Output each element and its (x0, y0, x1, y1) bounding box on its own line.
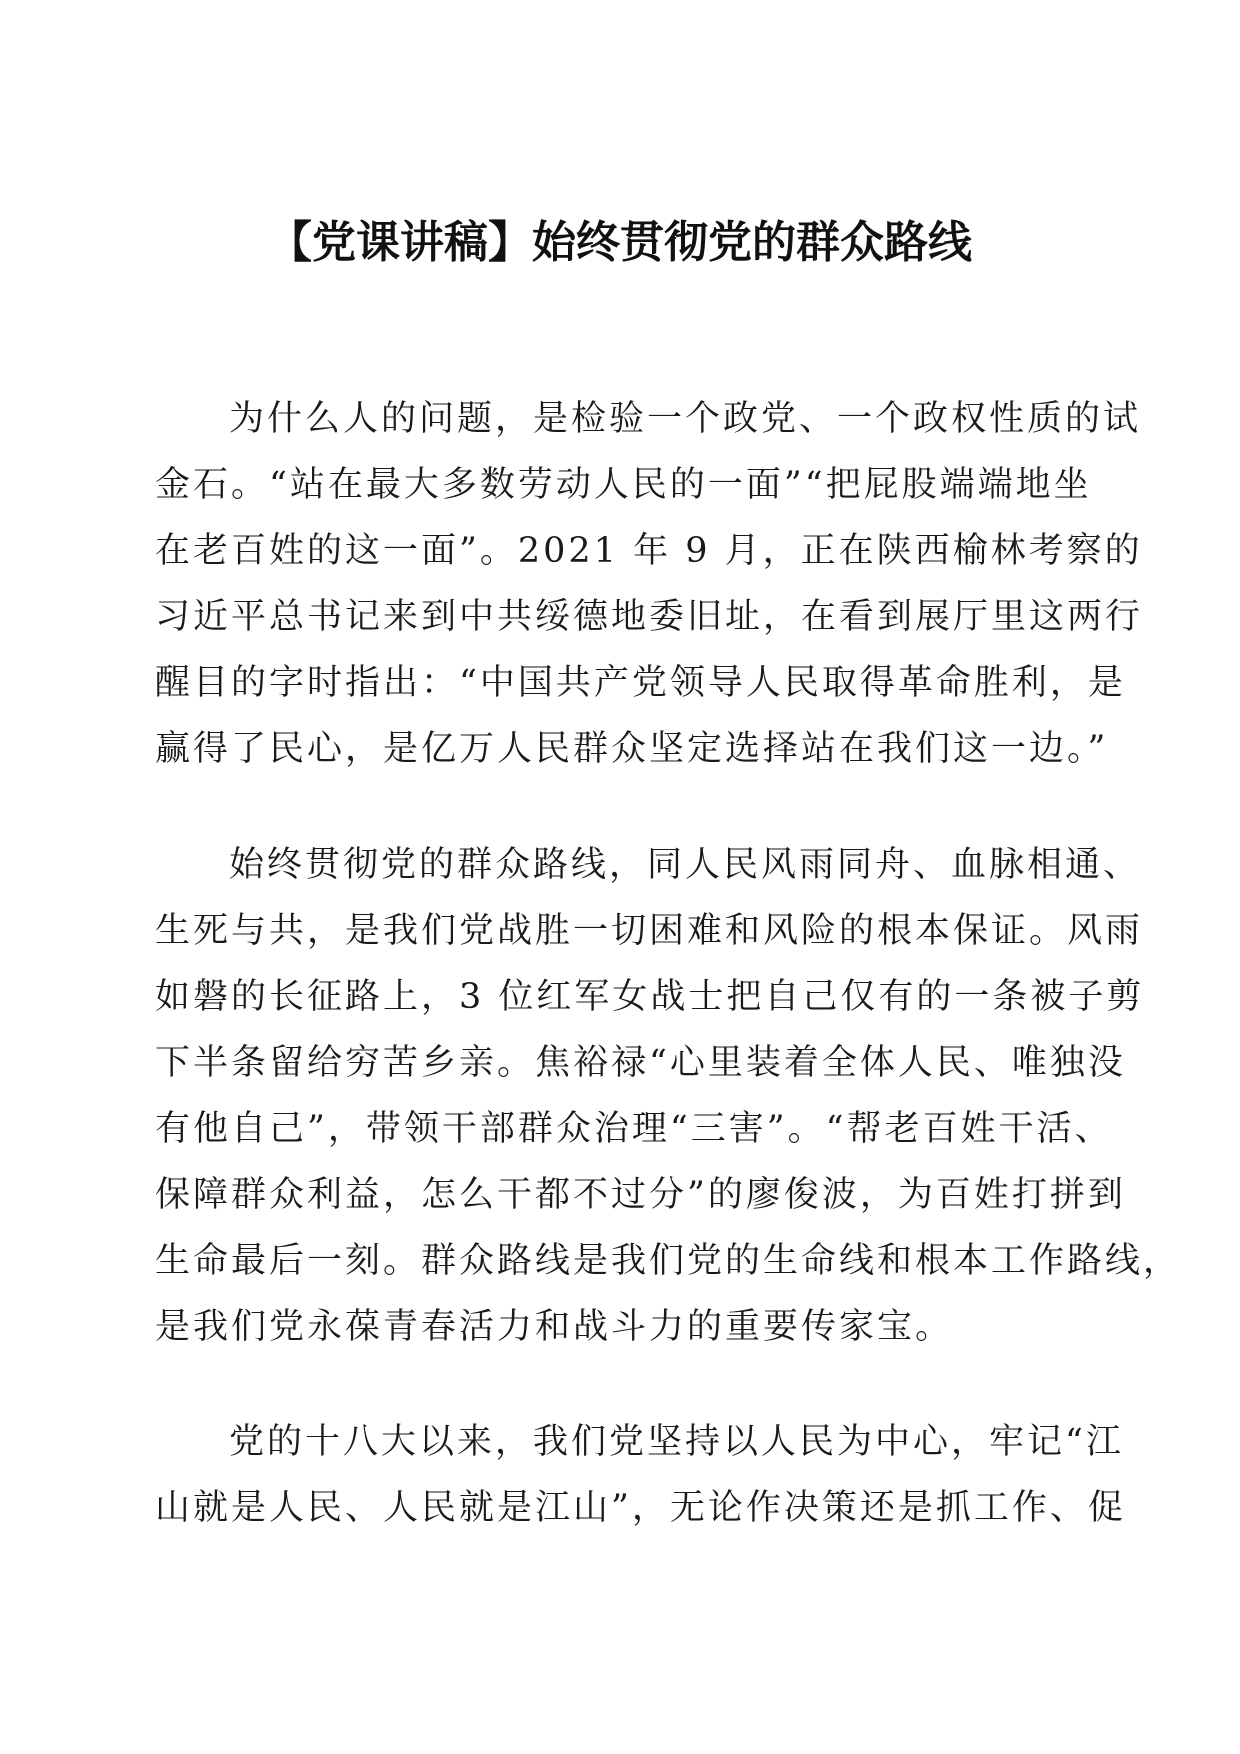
paragraph-line: 下半条留给穷苦乡亲。焦裕禄“心里装着全体人民、唯独没 (155, 1043, 1126, 1083)
paragraph-line: 始终贯彻党的群众路线，同人民风雨同舟、血脉相通、 (229, 845, 1142, 885)
paragraph-line: 醒目的字时指出：“中国共产党领导人民取得革命胜利，是 (155, 663, 1126, 703)
paragraph-line: 生命最后一刻。群众路线是我们党的生命线和根本工作路线， (155, 1241, 1182, 1281)
paragraph-line: 生死与共，是我们党战胜一切困难和风险的根本保证。风雨 (155, 911, 1144, 951)
paragraph-line: 有他自己”，带领干部群众治理“三害”。“帮老百姓干活、 (155, 1109, 1113, 1149)
document-title: 【党课讲稿】始终贯彻党的群众路线 (268, 217, 972, 268)
paragraph-line: 保障群众利益，怎么干都不过分”的廖俊波，为百姓打拼到 (155, 1175, 1126, 1215)
paragraph-line: 为什么人的问题，是检验一个政党、一个政权性质的试 (229, 399, 1142, 439)
paragraph-line: 在老百姓的这一面”。2021 年 9 月，正在陕西榆林考察的 (155, 531, 1143, 571)
paragraph-3 (155, 1409, 1126, 1541)
paragraph-line: 习近平总书记来到中共绥德地委旧址，在看到展厅里这两行 (155, 597, 1144, 637)
paragraph-line: 赢得了民心，是亿万人民群众坚定选择站在我们这一边。” (155, 729, 1109, 769)
paragraph-line: 是我们党永葆青春活力和战斗力的重要传家宝。 (155, 1307, 954, 1347)
paragraph-line: 党的十八大以来，我们党坚持以人民为中心，牢记“江 (229, 1422, 1124, 1462)
paragraph-1 (155, 386, 1144, 782)
paragraph-line: 山就是人民、人民就是江山”，无论作决策还是抓工作、促 (155, 1488, 1126, 1528)
paragraph-line: 如磐的长征路上，3 位红军女战士把自己仅有的一条被子剪 (155, 977, 1145, 1017)
paragraph-line: 金石。“站在最大多数劳动人民的一面”“把屁股端端地坐 (155, 465, 1092, 505)
paragraph-2 (155, 832, 1182, 1360)
